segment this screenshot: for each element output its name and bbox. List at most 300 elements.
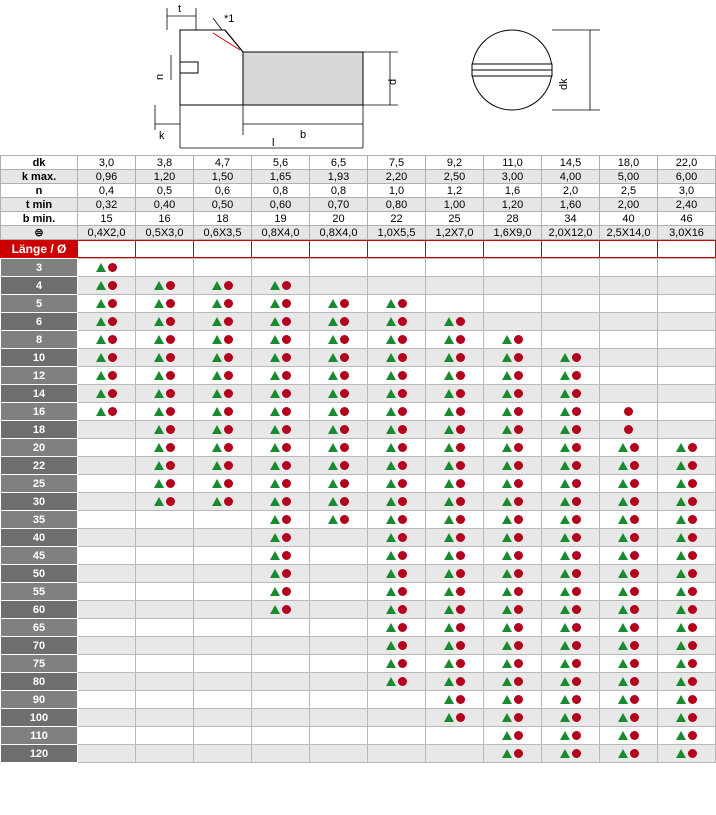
matrix-cell-available[interactable] — [658, 529, 716, 547]
matrix-cell-available[interactable] — [484, 529, 542, 547]
matrix-cell-available[interactable] — [658, 745, 716, 763]
matrix-cell-available[interactable] — [658, 547, 716, 565]
availability-matrix — [0, 258, 716, 763]
matrix-cell-available[interactable] — [368, 493, 426, 511]
matrix-cell-available[interactable] — [310, 457, 368, 475]
matrix-cell-available[interactable] — [542, 673, 600, 691]
matrix-cell-available[interactable] — [426, 583, 484, 601]
matrix-cell-available[interactable] — [542, 619, 600, 637]
matrix-cell-available[interactable] — [542, 439, 600, 457]
availability-marks — [618, 713, 639, 724]
matrix-cell-available[interactable] — [426, 439, 484, 457]
matrix-cell-available[interactable] — [426, 511, 484, 529]
matrix-cell-available[interactable] — [658, 583, 716, 601]
spec-cell: 6,00 — [658, 170, 716, 184]
matrix-cell-available[interactable] — [252, 331, 310, 349]
circle-icon — [630, 479, 639, 488]
triangle-icon — [154, 443, 164, 452]
availability-marks — [154, 443, 175, 454]
matrix-cell-empty — [136, 727, 194, 745]
matrix-cell-available[interactable] — [426, 655, 484, 673]
matrix-cell-available[interactable] — [658, 475, 716, 493]
matrix-cell-empty — [78, 583, 136, 601]
matrix-cell-available[interactable] — [194, 277, 252, 295]
matrix-cell-available[interactable] — [194, 457, 252, 475]
matrix-cell-available[interactable] — [194, 439, 252, 457]
availability-marks — [96, 407, 117, 418]
matrix-cell-available[interactable] — [252, 439, 310, 457]
circle-icon — [514, 443, 523, 452]
matrix-row — [1, 313, 716, 331]
matrix-cell-available[interactable] — [484, 547, 542, 565]
matrix-cell-available[interactable] — [600, 565, 658, 583]
matrix-cell-available[interactable] — [136, 475, 194, 493]
header-size-m1-6[interactable]: M1,6 — [78, 241, 136, 258]
matrix-cell-available[interactable] — [194, 475, 252, 493]
matrix-cell-available[interactable] — [78, 403, 136, 421]
matrix-cell-available[interactable] — [542, 727, 600, 745]
matrix-cell-available[interactable] — [310, 367, 368, 385]
matrix-cell-available[interactable] — [368, 439, 426, 457]
matrix-cell-available[interactable] — [484, 403, 542, 421]
matrix-cell-available[interactable] — [484, 727, 542, 745]
matrix-cell-available[interactable] — [136, 421, 194, 439]
triangle-icon — [502, 605, 512, 614]
header-size-m6[interactable]: M6 — [484, 241, 542, 258]
matrix-cell-available[interactable] — [426, 547, 484, 565]
matrix-cell-available[interactable] — [426, 367, 484, 385]
header-size-m10[interactable]: M10 — [600, 241, 658, 258]
matrix-cell-available[interactable] — [484, 367, 542, 385]
availability-marks — [502, 569, 523, 580]
triangle-icon — [212, 461, 222, 470]
availability-marks — [502, 605, 523, 616]
matrix-cell-available[interactable] — [542, 547, 600, 565]
availability-marks — [270, 281, 291, 292]
availability-marks — [270, 353, 291, 364]
matrix-cell-available[interactable] — [368, 421, 426, 439]
matrix-cell-available[interactable] — [78, 313, 136, 331]
matrix-cell-available[interactable] — [426, 349, 484, 367]
matrix-cell-available[interactable] — [310, 403, 368, 421]
triangle-icon — [328, 515, 338, 524]
matrix-cell-available[interactable] — [484, 421, 542, 439]
matrix-cell-available[interactable] — [426, 403, 484, 421]
matrix-cell-available[interactable] — [542, 691, 600, 709]
circle-icon — [166, 335, 175, 344]
availability-marks — [328, 335, 349, 346]
availability-marks — [386, 317, 407, 328]
matrix-cell-available[interactable] — [78, 367, 136, 385]
matrix-cell-available[interactable] — [136, 349, 194, 367]
matrix-cell-available[interactable] — [426, 601, 484, 619]
matrix-cell-available[interactable] — [136, 295, 194, 313]
availability-marks — [502, 443, 523, 454]
circle-icon — [282, 299, 291, 308]
availability-marks — [270, 569, 291, 580]
availability-marks — [560, 551, 581, 562]
matrix-cell-available[interactable] — [600, 691, 658, 709]
matrix-cell-available[interactable] — [426, 619, 484, 637]
matrix-cell-available[interactable] — [136, 403, 194, 421]
matrix-cell-available[interactable] — [426, 637, 484, 655]
matrix-cell-available[interactable] — [658, 709, 716, 727]
matrix-cell-empty — [310, 619, 368, 637]
circle-icon — [630, 695, 639, 704]
circle-icon — [630, 713, 639, 722]
matrix-cell-available[interactable] — [542, 457, 600, 475]
matrix-cell-available[interactable] — [252, 583, 310, 601]
matrix-cell-available[interactable] — [484, 709, 542, 727]
matrix-cell-available[interactable] — [658, 691, 716, 709]
matrix-cell-available[interactable] — [600, 511, 658, 529]
triangle-icon — [154, 317, 164, 326]
matrix-cell-available[interactable] — [310, 313, 368, 331]
matrix-cell-available[interactable] — [78, 277, 136, 295]
matrix-cell-available[interactable] — [252, 367, 310, 385]
matrix-cell-empty — [600, 259, 658, 277]
availability-marks — [386, 443, 407, 454]
matrix-cell-empty — [484, 295, 542, 313]
triangle-icon — [270, 371, 280, 380]
matrix-cell-available[interactable] — [368, 619, 426, 637]
matrix-cell-available[interactable] — [426, 565, 484, 583]
matrix-cell-available[interactable] — [600, 583, 658, 601]
matrix-cell-available[interactable] — [194, 421, 252, 439]
matrix-cell-available[interactable] — [368, 529, 426, 547]
matrix-cell-available[interactable] — [484, 745, 542, 763]
matrix-cell-available[interactable] — [368, 583, 426, 601]
matrix-cell-available[interactable] — [484, 475, 542, 493]
spec-cell: 0,8 — [310, 184, 368, 198]
header-size-m4[interactable]: M4 — [368, 241, 426, 258]
triangle-icon — [154, 425, 164, 434]
matrix-cell-available[interactable] — [252, 475, 310, 493]
matrix-cell-available[interactable] — [252, 601, 310, 619]
triangle-icon — [212, 281, 222, 290]
matrix-cell-available[interactable] — [542, 349, 600, 367]
spec-table-body — [1, 156, 716, 240]
matrix-cell-available[interactable] — [368, 385, 426, 403]
matrix-cell-available[interactable] — [252, 493, 310, 511]
triangle-icon — [270, 605, 280, 614]
matrix-cell-available[interactable] — [252, 349, 310, 367]
dim-label-k: k — [159, 130, 165, 142]
matrix-cell-available[interactable] — [368, 601, 426, 619]
spec-cell: 1,0 — [368, 184, 426, 198]
matrix-cell-available[interactable] — [484, 457, 542, 475]
triangle-icon — [502, 713, 512, 722]
matrix-cell-available[interactable] — [310, 349, 368, 367]
matrix-cell-available[interactable] — [368, 403, 426, 421]
spec-cell: 0,60 — [252, 198, 310, 212]
matrix-cell-available[interactable] — [194, 493, 252, 511]
header-size-m3[interactable]: M3 — [252, 241, 310, 258]
availability-marks — [328, 497, 349, 508]
matrix-cell-available[interactable] — [484, 637, 542, 655]
matrix-cell-available[interactable] — [310, 475, 368, 493]
availability-marks — [560, 443, 581, 454]
matrix-cell-available[interactable] — [542, 745, 600, 763]
matrix-cell-available[interactable] — [426, 709, 484, 727]
availability-marks — [212, 497, 233, 508]
matrix-cell-available[interactable] — [658, 457, 716, 475]
matrix-cell-available[interactable] — [426, 529, 484, 547]
circle-icon — [456, 659, 465, 668]
matrix-cell-available[interactable] — [600, 547, 658, 565]
matrix-cell-available[interactable] — [194, 403, 252, 421]
matrix-cell-available[interactable] — [368, 655, 426, 673]
matrix-cell-available[interactable] — [252, 385, 310, 403]
matrix-length-label: 55 — [1, 583, 78, 601]
matrix-cell-available[interactable] — [426, 385, 484, 403]
circle-icon — [166, 461, 175, 470]
matrix-cell-available[interactable] — [658, 565, 716, 583]
matrix-cell-available[interactable] — [600, 655, 658, 673]
availability-marks — [96, 335, 117, 346]
matrix-cell-available[interactable] — [658, 439, 716, 457]
header-size-m8[interactable]: M8 — [542, 241, 600, 258]
matrix-cell-available[interactable] — [542, 493, 600, 511]
circle-icon — [572, 587, 581, 596]
matrix-cell-available[interactable] — [310, 421, 368, 439]
matrix-cell-available[interactable] — [542, 565, 600, 583]
matrix-cell-available[interactable] — [600, 457, 658, 475]
matrix-cell-available[interactable] — [658, 619, 716, 637]
header-size-m2-5[interactable]: M2,5 — [194, 241, 252, 258]
matrix-cell-available[interactable] — [600, 619, 658, 637]
matrix-cell-available[interactable] — [600, 421, 658, 439]
matrix-cell-available[interactable] — [600, 709, 658, 727]
circle-icon — [630, 677, 639, 686]
header-size-m12[interactable]: M12 — [658, 241, 716, 258]
matrix-cell-available[interactable] — [368, 295, 426, 313]
matrix-cell-available[interactable] — [310, 493, 368, 511]
matrix-cell-available[interactable] — [600, 745, 658, 763]
matrix-cell-available[interactable] — [426, 457, 484, 475]
matrix-cell-available[interactable] — [542, 655, 600, 673]
matrix-cell-available[interactable] — [194, 331, 252, 349]
matrix-cell-available[interactable] — [484, 655, 542, 673]
matrix-cell-available[interactable] — [542, 421, 600, 439]
matrix-cell-available[interactable] — [252, 421, 310, 439]
availability-marks — [444, 641, 465, 652]
triangle-icon — [270, 551, 280, 560]
matrix-cell-available[interactable] — [658, 655, 716, 673]
matrix-cell-available[interactable] — [542, 367, 600, 385]
availability-marks — [676, 749, 697, 760]
matrix-cell-available[interactable] — [136, 367, 194, 385]
matrix-cell-available[interactable] — [136, 331, 194, 349]
matrix-cell-available[interactable] — [426, 493, 484, 511]
matrix-cell-available[interactable] — [542, 511, 600, 529]
matrix-cell-available[interactable] — [600, 493, 658, 511]
matrix-cell-available[interactable] — [136, 439, 194, 457]
matrix-cell-available[interactable] — [600, 601, 658, 619]
matrix-cell-available[interactable] — [78, 331, 136, 349]
matrix-cell-available[interactable] — [484, 493, 542, 511]
circle-icon — [398, 587, 407, 596]
matrix-cell-available[interactable] — [658, 637, 716, 655]
matrix-cell-available[interactable] — [194, 295, 252, 313]
triangle-icon — [154, 299, 164, 308]
matrix-cell-available[interactable] — [484, 511, 542, 529]
matrix-cell-available[interactable] — [484, 691, 542, 709]
triangle-icon — [386, 515, 396, 524]
matrix-cell-available[interactable] — [542, 385, 600, 403]
matrix-cell-available[interactable] — [484, 601, 542, 619]
matrix-cell-available[interactable] — [542, 403, 600, 421]
matrix-cell-available[interactable] — [484, 349, 542, 367]
matrix-cell-available[interactable] — [252, 313, 310, 331]
matrix-cell-available[interactable] — [600, 475, 658, 493]
matrix-cell-available[interactable] — [600, 727, 658, 745]
matrix-cell-empty — [194, 583, 252, 601]
matrix-cell-available[interactable] — [310, 295, 368, 313]
matrix-cell-available[interactable] — [310, 331, 368, 349]
matrix-cell-empty — [658, 367, 716, 385]
matrix-cell-available[interactable] — [658, 493, 716, 511]
matrix-row — [1, 259, 716, 277]
availability-marks — [212, 353, 233, 364]
availability-marks — [212, 299, 233, 310]
matrix-cell-available[interactable] — [658, 601, 716, 619]
circle-icon — [572, 605, 581, 614]
matrix-cell-available[interactable] — [310, 439, 368, 457]
matrix-cell-available[interactable] — [484, 331, 542, 349]
matrix-cell-available[interactable] — [542, 583, 600, 601]
matrix-cell-available[interactable] — [426, 421, 484, 439]
circle-icon — [630, 587, 639, 596]
matrix-cell-available[interactable] — [136, 457, 194, 475]
matrix-cell-available[interactable] — [310, 511, 368, 529]
circle-icon — [456, 479, 465, 488]
matrix-cell-available[interactable] — [658, 511, 716, 529]
matrix-cell-available[interactable] — [600, 439, 658, 457]
matrix-cell-available[interactable] — [194, 349, 252, 367]
circle-icon — [340, 479, 349, 488]
matrix-cell-available[interactable] — [368, 475, 426, 493]
matrix-cell-available[interactable] — [368, 349, 426, 367]
matrix-cell-available[interactable] — [310, 385, 368, 403]
matrix-cell-available[interactable] — [252, 457, 310, 475]
circle-icon — [398, 659, 407, 668]
matrix-cell-available[interactable] — [368, 511, 426, 529]
matrix-cell-available[interactable] — [368, 367, 426, 385]
matrix-cell-available[interactable] — [194, 385, 252, 403]
matrix-row — [1, 403, 716, 421]
matrix-cell-available[interactable] — [78, 259, 136, 277]
matrix-cell-available[interactable] — [194, 313, 252, 331]
spec-cell: 16 — [136, 212, 194, 226]
matrix-cell-available[interactable] — [426, 313, 484, 331]
matrix-cell-available[interactable] — [252, 295, 310, 313]
matrix-cell-available[interactable] — [136, 493, 194, 511]
matrix-cell-available[interactable] — [484, 673, 542, 691]
matrix-cell-empty — [542, 295, 600, 313]
matrix-cell-available[interactable] — [368, 637, 426, 655]
matrix-length-label: 16 — [1, 403, 78, 421]
circle-icon — [282, 335, 291, 344]
availability-marks — [386, 623, 407, 634]
spec-cell: 3,0 — [658, 184, 716, 198]
matrix-cell-available[interactable] — [136, 277, 194, 295]
matrix-cell-available[interactable] — [542, 709, 600, 727]
matrix-cell-available[interactable] — [368, 547, 426, 565]
matrix-cell-available[interactable] — [426, 691, 484, 709]
matrix-cell-available[interactable] — [542, 601, 600, 619]
matrix-cell-available[interactable] — [484, 565, 542, 583]
circle-icon — [688, 677, 697, 686]
circle-icon — [398, 371, 407, 380]
matrix-cell-available[interactable] — [600, 529, 658, 547]
triangle-icon — [270, 281, 280, 290]
matrix-cell-available[interactable] — [252, 565, 310, 583]
matrix-row — [1, 421, 716, 439]
triangle-icon — [444, 371, 454, 380]
spec-row-dk — [1, 156, 716, 170]
matrix-cell-available[interactable] — [78, 385, 136, 403]
circle-icon — [340, 335, 349, 344]
matrix-cell-available[interactable] — [484, 439, 542, 457]
matrix-cell-available[interactable] — [484, 619, 542, 637]
matrix-cell-available[interactable] — [252, 511, 310, 529]
circle-icon — [514, 695, 523, 704]
availability-marks — [502, 695, 523, 706]
matrix-cell-available[interactable] — [252, 529, 310, 547]
matrix-cell-available[interactable] — [252, 403, 310, 421]
matrix-cell-available[interactable] — [600, 673, 658, 691]
matrix-cell-available[interactable] — [368, 313, 426, 331]
matrix-cell-empty — [426, 745, 484, 763]
matrix-cell-available[interactable] — [252, 277, 310, 295]
triangle-icon — [212, 425, 222, 434]
triangle-icon — [444, 389, 454, 398]
matrix-cell-available[interactable] — [426, 673, 484, 691]
matrix-cell-available[interactable] — [658, 673, 716, 691]
matrix-cell-available[interactable] — [426, 475, 484, 493]
matrix-cell-available[interactable] — [600, 637, 658, 655]
matrix-cell-available[interactable] — [484, 583, 542, 601]
matrix-cell-available[interactable] — [658, 727, 716, 745]
matrix-cell-available[interactable] — [78, 295, 136, 313]
matrix-cell-available[interactable] — [368, 565, 426, 583]
triangle-icon — [502, 587, 512, 596]
availability-marks — [328, 479, 349, 490]
matrix-cell-available[interactable] — [542, 475, 600, 493]
matrix-cell-available[interactable] — [136, 313, 194, 331]
matrix-cell-available[interactable] — [600, 403, 658, 421]
matrix-cell-available[interactable] — [368, 457, 426, 475]
matrix-cell-available[interactable] — [542, 637, 600, 655]
matrix-cell-available[interactable] — [484, 385, 542, 403]
header-size-m5[interactable]: M5 — [426, 241, 484, 258]
matrix-cell-available[interactable] — [426, 331, 484, 349]
matrix-cell-available[interactable] — [136, 385, 194, 403]
matrix-cell-available[interactable] — [368, 331, 426, 349]
matrix-cell-empty — [658, 331, 716, 349]
matrix-cell-available[interactable] — [194, 367, 252, 385]
matrix-cell-available[interactable] — [368, 673, 426, 691]
matrix-cell-available[interactable] — [542, 529, 600, 547]
matrix-cell-available[interactable] — [78, 349, 136, 367]
triangle-icon — [386, 425, 396, 434]
matrix-length-label: 50 — [1, 565, 78, 583]
header-size-m3-5[interactable]: M3,5 — [310, 241, 368, 258]
header-size-m2[interactable]: M2 — [136, 241, 194, 258]
matrix-cell-empty — [252, 637, 310, 655]
matrix-cell-available[interactable] — [252, 547, 310, 565]
